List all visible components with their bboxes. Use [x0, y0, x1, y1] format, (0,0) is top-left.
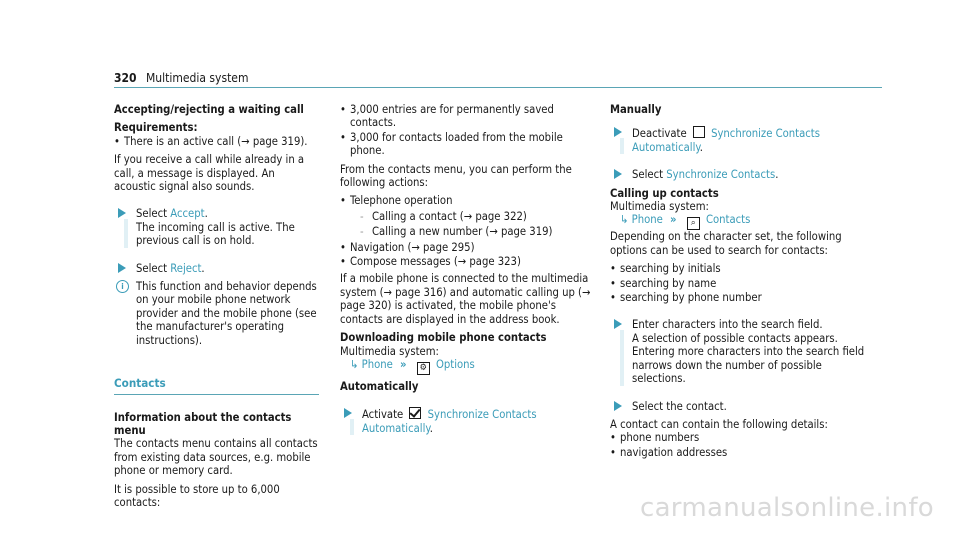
list-item: • 3,000 for contacts loaded from the mobile phone.	[340, 131, 600, 158]
list-item: • searching by phone number	[610, 291, 870, 304]
page-header-title: Multimedia system	[145, 71, 249, 85]
return-arrow-icon: ↳	[350, 357, 359, 371]
list-item: • There is an active call (→ page 319).	[114, 135, 319, 148]
requirements-label: Requirements:	[114, 121, 198, 135]
step-text: .	[429, 421, 433, 435]
instruction-step	[114, 262, 319, 275]
list-item: • Compose messages (→ page 323)	[340, 255, 600, 268]
menu-phone[interactable]: Phone	[361, 357, 393, 371]
double-chevron-icon: »	[670, 213, 677, 227]
step-text: .	[699, 140, 703, 154]
step-arrow-icon	[344, 408, 352, 418]
info-note	[114, 280, 319, 347]
section-title-contacts: Contacts	[114, 376, 166, 391]
subheading: Downloading mobile phone contacts	[340, 331, 547, 345]
menu-options[interactable]: Options	[435, 357, 475, 371]
double-chevron-icon: »	[400, 357, 407, 371]
paragraph: The contacts menu contains all contacts from existing data sources, e.g. mobile phone or memory card.	[114, 437, 318, 478]
search-icon: ⌕	[687, 217, 700, 230]
page-header	[114, 71, 248, 85]
column-2	[340, 103, 600, 440]
step-arrow-icon	[614, 169, 622, 179]
step-arrow-icon	[614, 401, 622, 411]
step-result: A selection of possible contacts appears. Entering more characters into the search field narrows down the number of possible selections.	[632, 331, 865, 386]
step-text: .	[775, 168, 779, 182]
info-text: This function and behavior depends on your mobile phone network provider and the mobile phone (see the manufacturer's operating instructions).	[136, 280, 317, 347]
step-text: Select	[136, 261, 171, 275]
bullet-list	[340, 103, 600, 158]
list-item: • navigation addresses	[610, 446, 870, 459]
step-arrow-icon	[118, 208, 126, 218]
subheading: Automatically	[340, 379, 419, 393]
header-divider	[114, 87, 882, 88]
dash-item: - Calling a contact (→ page 322)	[360, 210, 600, 223]
page-number: 320	[114, 71, 137, 85]
instruction-step	[114, 207, 319, 247]
step-text: .	[204, 207, 208, 221]
instruction-step	[610, 318, 870, 385]
step-arrow-icon	[118, 263, 126, 273]
bullet-list	[610, 431, 870, 459]
step-bar	[620, 330, 624, 385]
step-arrow-icon	[614, 127, 622, 137]
list-item: • phone numbers	[610, 431, 870, 444]
list-item: • searching by name	[610, 277, 870, 290]
step-text: Select	[136, 207, 171, 221]
step-text: Select the contact.	[632, 399, 727, 413]
paragraph: Depending on the character set, the following options can be used to search for contacts:	[610, 230, 842, 257]
menu-label: Multimedia system:	[610, 200, 709, 214]
subheading: Calling up contacts	[610, 186, 719, 200]
sync-auto-link[interactable]: Synchronize Contacts Automatically	[632, 127, 820, 154]
section-divider	[114, 394, 319, 395]
paragraph: If you receive a call while already in a call, a message is displayed. An acoustic signal also sounds.	[114, 153, 305, 194]
instruction-step	[340, 407, 600, 435]
checkbox-checked-icon	[409, 407, 421, 419]
step-text: Activate	[362, 408, 407, 422]
actions-list	[340, 194, 600, 268]
list-item	[340, 194, 600, 238]
gear-icon: ⚙	[417, 362, 430, 375]
menu-path	[620, 213, 870, 230]
step-arrow-icon	[614, 319, 622, 329]
bullet-list	[610, 262, 870, 304]
subheading: Manually	[610, 103, 662, 116]
paragraph: A contact can contain the following details:	[610, 417, 828, 431]
info-icon: i	[116, 280, 129, 293]
instruction-step	[610, 168, 870, 181]
sync-contacts-link[interactable]: Synchronize Contacts	[666, 168, 776, 182]
step-bar	[350, 419, 354, 435]
section-heading: Accepting/rejecting a waiting call	[114, 103, 304, 116]
sync-auto-link[interactable]: Synchronize Contacts Automatically	[362, 408, 537, 435]
step-text: Deactivate	[632, 127, 690, 141]
paragraph: If a mobile phone is connected to the multimedia system (→ page 316) and automatic calling up (→ page 320) is activated, the mobile phone's contacts are displayed in the address book.	[340, 272, 591, 326]
step-text: Enter characters into the search field.	[632, 318, 823, 332]
watermark: carmanualsonline.info	[639, 493, 934, 523]
dash-list	[360, 210, 600, 239]
column-3	[610, 103, 870, 464]
menu-phone[interactable]: Phone	[631, 213, 663, 227]
instruction-step	[610, 400, 870, 413]
return-arrow-icon: ↳	[620, 213, 629, 227]
dash-item: - Calling a new number (→ page 319)	[360, 225, 600, 238]
accept-link[interactable]: Accept	[170, 207, 205, 221]
subheading: Information about the contacts menu	[114, 410, 292, 437]
step-text: Select	[632, 168, 667, 182]
list-item: • searching by initials	[610, 262, 870, 275]
reject-link[interactable]: Reject	[170, 261, 202, 275]
menu-label: Multimedia system:	[340, 344, 439, 358]
menu-contacts[interactable]: Contacts	[705, 213, 751, 227]
requirements-list	[114, 135, 319, 148]
menu-path	[350, 358, 600, 375]
instruction-step	[610, 126, 870, 154]
list-item: • 3,000 entries are for permanently saved contacts.	[340, 103, 600, 130]
step-result: The incoming call is active. The previous call is on hold.	[136, 220, 295, 248]
step-text: .	[201, 261, 205, 275]
step-bar	[620, 138, 624, 154]
list-item: • Navigation (→ page 295)	[340, 241, 600, 254]
step-bar	[124, 219, 128, 247]
list-item-text: Telephone operation	[350, 194, 453, 208]
paragraph: From the contacts menu, you can perform the following actions:	[340, 162, 572, 190]
column-1	[114, 103, 319, 514]
paragraph: It is possible to store up to 6,000 contacts:	[114, 482, 280, 509]
checkbox-empty-icon	[693, 126, 705, 138]
